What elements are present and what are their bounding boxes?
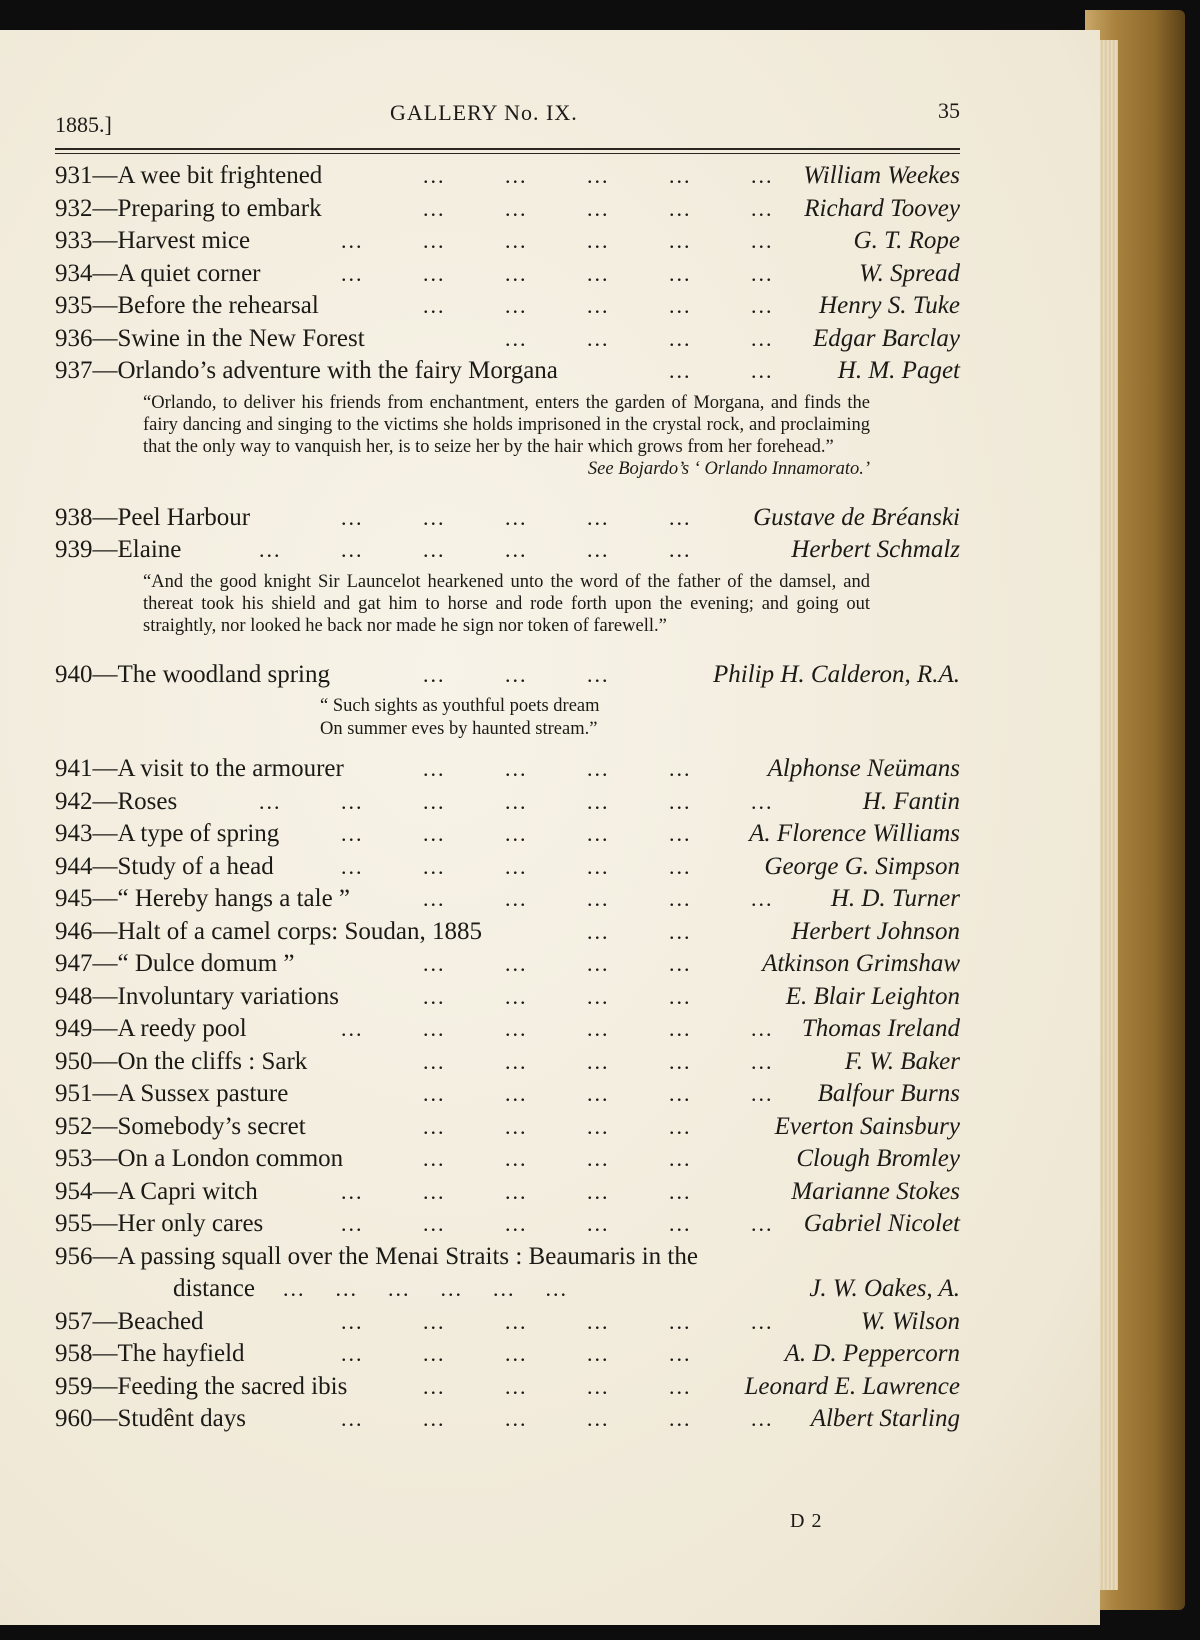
entry-number: 947 [55,950,93,977]
entry-title: Orlando’s adventure with the fairy Morgana [117,357,558,384]
catalogue-entry: 950—On the cliffs : Sark ... ... ... ... ... F. W. Baker [55,1046,960,1079]
entry-title: Beached [117,1307,204,1335]
catalogue-entry: 935—Before the rehearsal ... ... ... ... ... Henry S. Tuke [55,290,960,323]
verse-line-1: “ Such sights as youthful poets dream [320,696,600,716]
quote-937-text: “Orlando, to deliver his friends from enchantment, enters the garden of Morgana, and finds the fairy dancing and singing to the victims she holds imprisoned in the crystal rock, and proclaiming that the only way to vanquish her, is to seize her by the hair which grows from her forehead.” [143,392,870,457]
entry-group-938-939 [55,502,960,567]
entry-number: 941 [55,755,93,782]
entry-title: A visit to the armourer [117,755,344,782]
header-year: 1885.] [55,112,112,137]
entry-artist: H. D. Turner [830,885,960,912]
entry-artist: Clough Bromley [796,1145,960,1172]
entry-title: Studênt days [117,1405,246,1432]
entry-number: 949 [55,1015,93,1042]
entry-title: A quiet corner [117,259,261,287]
entry-title: A Capri witch [117,1177,258,1205]
entry-number: 939 [55,536,93,563]
entry-title: “ Hereby hangs a tale ” [117,885,351,912]
catalogue-entry: 931—A wee bit frightened ... ... ... ... ... William Weekes [55,160,960,193]
catalogue-entry: 948—Involuntary variations ... ... ... ... E. Blair Leighton [55,981,960,1014]
verse-940 [320,695,960,741]
catalogue-entry: 944—Study of a head ... ... ... ... ... George G. Simpson [55,851,960,884]
entry-number: 944 [55,852,93,880]
entry-group-940 [55,659,960,692]
entry-number: 959 [55,1372,93,1400]
entry-number: 954 [55,1177,93,1205]
entry-number: 950 [55,1047,93,1075]
entry-title: Her only cares [117,1210,264,1237]
header-rule-thick [55,148,960,150]
entry-title: Somebody’s secret [117,1112,306,1140]
catalogue-entry: 939—Elaine ... ... ... ... ... ... Herbert Schmalz [55,534,960,567]
verse-line-2: On summer eves by haunted stream.” [320,719,598,739]
catalogue-entry: 960—Studênt days ... ... ... ... ... ... Albert Starling [55,1403,960,1436]
entry-artist: Philip H. Calderon, R.A. [713,660,960,688]
entry-number: 940 [55,660,93,688]
entry-title: Roses [117,787,178,815]
quote-939-text: “And the good knight Sir Launcelot hearkened unto the word of the father of the damsel, and thereat took his shield and gat him to horse and rode forth upon the evening; and going out straightly, nor looked he back nor made he sign nor token of farewell.” [143,571,870,636]
catalogue-entry: 946—Halt of a camel corps: Soudan, 1885 ... ... Herbert Johnson [55,916,960,949]
entry-group-941-955 [55,753,960,1241]
entry-number: 942 [55,787,93,815]
catalogue-entry: 955—Her only cares ... ... ... ... ... ... Gabriel Nicolet [55,1208,960,1241]
entry-number: 935 [55,292,93,319]
catalogue-entry: 957—Beached ... ... ... ... ... ... W. Wilson [55,1306,960,1339]
spacer [55,645,960,659]
entry-number: 946 [55,917,93,945]
catalogue-entry: 932—Preparing to embark ... ... ... ... ... Richard Toovey [55,193,960,226]
entry-artist: A. Florence Williams [749,820,960,847]
catalogue-entry: 936—Swine in the New Forest ... ... ... ... Edgar Barclay [55,323,960,356]
entry-artist: Gustave de Bréanski [753,503,960,531]
entry-artist: Albert Starling [810,1405,960,1432]
catalogue-entry: 933—Harvest mice ... ... ... ... ... ... G. T. Rope [55,225,960,258]
entry-artist: Edgar Barclay [813,324,960,352]
entry-number: 948 [55,982,93,1010]
entry-artist: Henry S. Tuke [819,292,960,319]
entry-group-957-960 [55,1306,960,1436]
signature-mark: D 2 [790,1510,823,1532]
entry-title: Study of a head [117,852,274,880]
catalogue-entry: 947—“ Dulce domum ” ... ... ... ... Atkinson Grimshaw [55,948,960,981]
entry-artist: Leonard E. Lawrence [744,1372,960,1400]
entry-title: A Sussex pasture [117,1080,289,1107]
entry-number: 958 [55,1340,93,1367]
catalogue-entry: 953—On a London common ... ... ... ... Clough Bromley [55,1143,960,1176]
entry-title-line1: A passing squall over the Menai Straits : Beaumaris in the [117,1242,698,1270]
entry-artist: Alphonse Neümans [767,755,960,782]
dot-leader: ... ... ... ... ... ... [283,1276,568,1301]
entry-artist: H. M. Paget [837,357,960,384]
catalogue-entry-956-line1: 956—A passing squall over the Menai Straits : Beaumaris in the [55,1242,698,1270]
header-rule-thin [55,153,960,154]
entry-title: Preparing to embark [117,194,322,222]
entry-artist: Balfour Burns [817,1080,960,1107]
quote-937 [143,392,870,480]
entry-artist: W. Wilson [860,1307,960,1335]
entry-artist: Everton Sainsbury [774,1112,960,1140]
catalogue-list [55,160,960,1436]
entry-number: 945 [55,885,93,912]
entry-number: 931 [55,162,93,189]
entry-title: Feeding the sacred ibis [117,1372,348,1400]
entry-number: 960 [55,1405,93,1432]
entry-artist: H. Fantin [862,787,960,815]
entry-number: 938 [55,503,93,531]
catalogue-entry: 952—Somebody’s secret ... ... ... ... Everton Sainsbury [55,1111,960,1144]
entry-title: The hayfield [117,1340,245,1367]
catalogue-entry-956-line2 [55,1273,960,1306]
catalogue-entry: 942—Roses ... ... ... ... ... ... ... H. Fantin [55,786,960,819]
entry-title: Peel Harbour [117,503,251,531]
entry-artist: William Weekes [803,162,960,189]
entry-artist: Herbert Schmalz [791,536,960,563]
entry-title-line2: distance [173,1275,255,1302]
entry-title: “ Dulce domum ” [117,950,295,977]
entry-title: A wee bit frightened [117,162,323,189]
catalogue-page [0,30,1100,1625]
entry-number: 956 [55,1242,93,1270]
entry-number: 936 [55,324,93,352]
catalogue-entry: 958—The hayfield ... ... ... ... ... A. D. Peppercorn [55,1338,960,1371]
entry-artist: Herbert Johnson [791,917,960,945]
catalogue-entry: 959—Feeding the sacred ibis ... ... ... ... Leonard E. Lawrence [55,1371,960,1404]
entry-title: Harvest mice [117,227,251,254]
catalogue-entry: 937—Orlando’s adventure with the fairy Morgana ... ... H. M. Paget [55,355,960,388]
entry-number: 937 [55,357,93,384]
entry-number: 957 [55,1307,93,1335]
entry-title: A type of spring [117,820,280,847]
entry-group-931-937 [55,160,960,388]
catalogue-entry: 954—A Capri witch ... ... ... ... ... Marianne Stokes [55,1176,960,1209]
entry-number: 933 [55,227,93,254]
spacer [55,488,960,502]
catalogue-entry: 951—A Sussex pasture ... ... ... ... ... Balfour Burns [55,1078,960,1111]
entry-title: Involuntary variations [117,982,339,1010]
entry-artist: A. D. Peppercorn [784,1340,960,1367]
catalogue-entry: 941—A visit to the armourer ... ... ... ... Alphonse Neümans [55,753,960,786]
entry-title: Before the rehearsal [117,292,319,319]
quote-937-source: See Bojardo’s ‘ Orlando Innamorato.’ [587,458,870,479]
catalogue-entry: 938—Peel Harbour ... ... ... ... ... Gustave de Bréanski [55,502,960,535]
entry-artist: F. W. Baker [844,1047,960,1075]
entry-artist: Gabriel Nicolet [803,1210,960,1237]
entry-number: 953 [55,1145,93,1172]
entry-artist: G. T. Rope [853,227,960,254]
entry-title: The woodland spring [117,660,330,688]
entry-title: Elaine [117,536,182,563]
entry-title: A reedy pool [117,1015,247,1042]
entry-artist: Thomas Ireland [801,1015,960,1042]
entry-artist: W. Spread [859,259,960,287]
catalogue-entry: 934—A quiet corner ... ... ... ... ... ... W. Spread [55,258,960,291]
entry-title: On a London common [117,1145,344,1172]
entry-title: On the cliffs : Sark [117,1047,308,1075]
entry-number: 952 [55,1112,93,1140]
page-number: 35 [938,98,960,123]
entry-artist: Richard Toovey [804,194,960,222]
catalogue-entry: 945—“ Hereby hangs a tale ” ... ... ... ... ... H. D. Turner [55,883,960,916]
quote-939 [143,571,870,637]
entry-title: Halt of a camel corps: Soudan, 1885 [117,917,482,945]
entry-artist: J. W. Oakes, A. [809,1275,960,1302]
catalogue-entry: 949—A reedy pool ... ... ... ... ... ... Thomas Ireland [55,1013,960,1046]
entry-artist: George G. Simpson [764,852,960,880]
catalogue-entry: 943—A type of spring ... ... ... ... ... A. Florence Williams [55,818,960,851]
entry-artist: Marianne Stokes [791,1177,960,1205]
entry-number: 951 [55,1080,93,1107]
entry-artist: Atkinson Grimshaw [762,950,960,977]
page-header [55,100,960,140]
entry-number: 943 [55,820,93,847]
header-title: GALLERY No. IX. [390,100,578,125]
entry-number: 932 [55,194,93,222]
catalogue-entry: 940—The woodland spring ... ... ... Philip H. Calderon, R.A. [55,659,960,692]
entry-number: 955 [55,1210,93,1237]
entry-artist: E. Blair Leighton [785,982,960,1010]
entry-title: Swine in the New Forest [117,324,365,352]
entry-number: 934 [55,259,93,287]
